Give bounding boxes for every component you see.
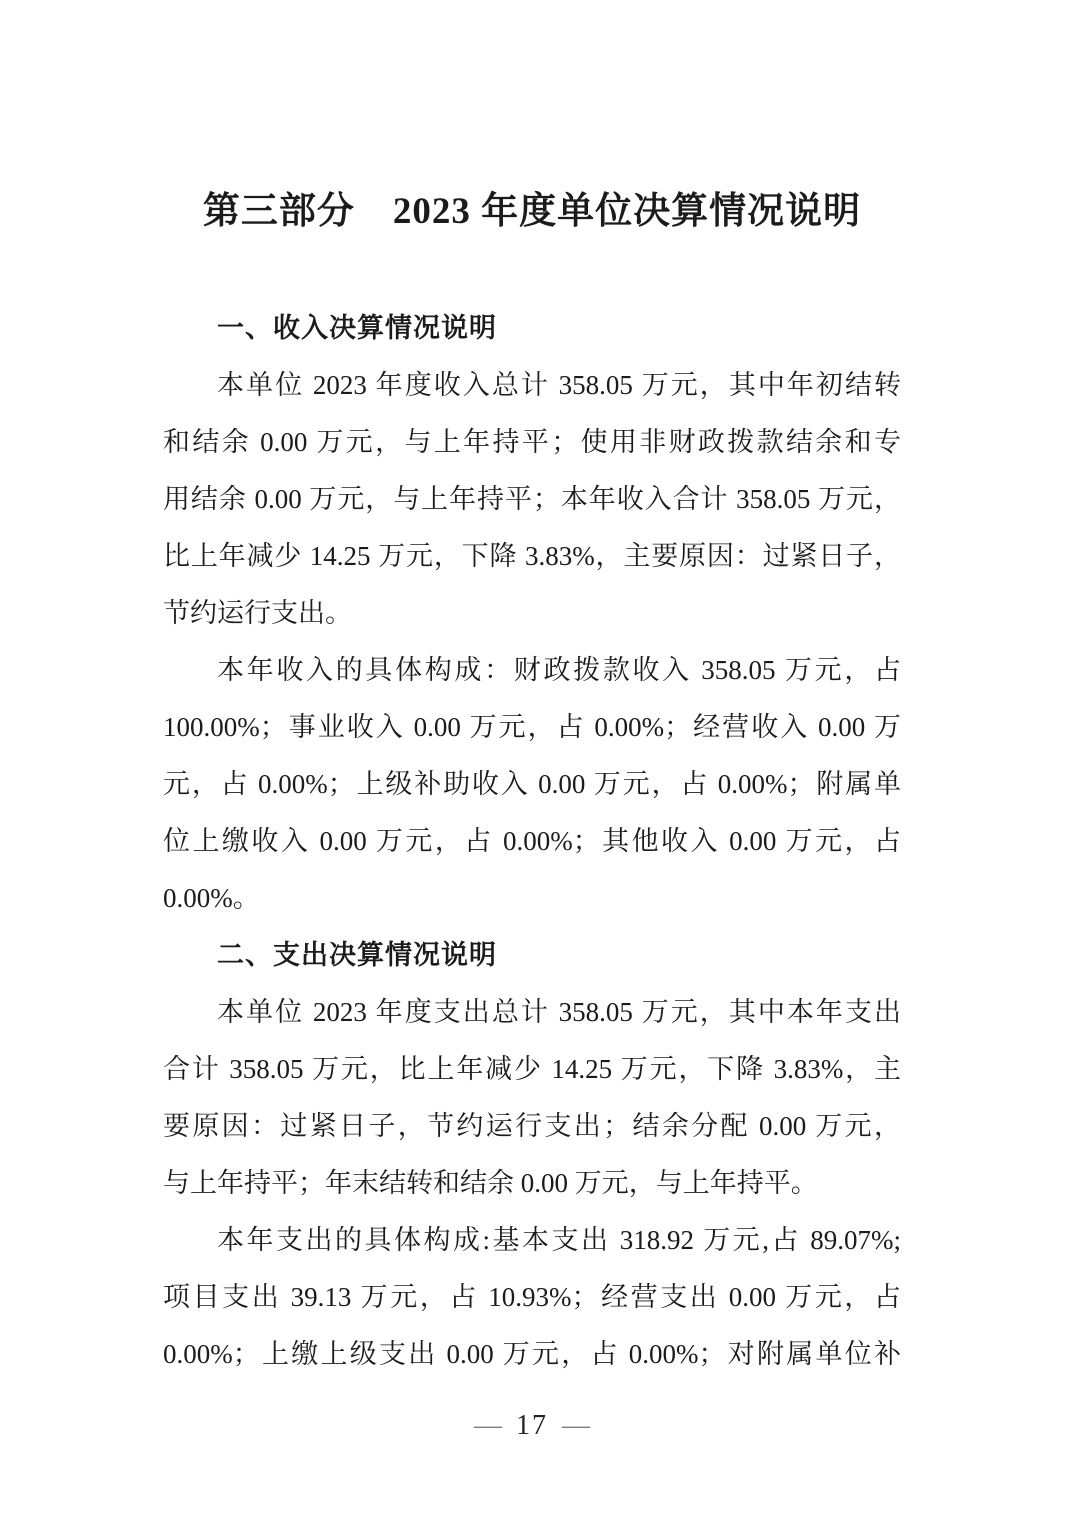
page-number: 17 [516,1410,548,1441]
paragraph [163,984,901,1212]
text-line: 节约运行支出。 [163,598,352,628]
page-content [163,0,901,1454]
text-line: 和结余 0.00 万元，与上年持平；使用非财政拨款结余和专 [163,427,901,457]
text-line: 用结余 0.00 万元，与上年持平；本年收入合计 358.05 万元， [163,484,901,514]
paragraph [163,357,901,642]
document-body [163,300,901,1383]
section-heading: 一、收入决算情况说明 [217,313,497,343]
text-line: 与上年持平；年末结转和结余 0.00 万元，与上年持平。 [163,1168,818,1198]
text-line: 合计 358.05 万元，比上年减少 14.25 万元，下降 3.83%，主 [163,1054,901,1084]
text-line: 比上年减少 14.25 万元，下降 3.83%，主要原因：过紧日子， [163,541,901,571]
paragraph [163,642,901,927]
footer-dash-right: — [562,1410,590,1441]
text-line: 100.00%；事业收入 0.00 万元，占 0.00%；经营收入 0.00 万 [163,712,901,742]
paragraph [163,1212,901,1383]
text-line: 本年支出的具体构成:基本支出 318.92 万元,占 89.07%; [217,1225,901,1255]
text-line: 0.00%。 [163,883,260,913]
text-line: 元，占 0.00%；上级补助收入 0.00 万元，占 0.00%；附属单 [163,769,901,799]
document-title: 第三部分 2023 年度单位决算情况说明 [202,191,862,232]
text-line: 本单位 2023 年度支出总计 358.05 万元，其中本年支出 [217,997,901,1027]
text-line: 本单位 2023 年度收入总计 358.05 万元，其中年初结转 [217,370,901,400]
text-line: 项目支出 39.13 万元，占 10.93%；经营支出 0.00 万元，占 [163,1282,901,1312]
page-footer [163,1397,901,1454]
section-heading: 二、支出决算情况说明 [217,940,497,970]
text-line: 本年收入的具体构成：财政拨款收入 358.05 万元，占 [217,655,901,685]
text-line: 位上缴收入 0.00 万元，占 0.00%；其他收入 0.00 万元，占 [163,826,901,856]
text-line: 要原因：过紧日子，节约运行支出；结余分配 0.00 万元， [163,1111,901,1141]
footer-dash-left: — [474,1410,502,1441]
text-line: 0.00%；上缴上级支出 0.00 万元，占 0.00%；对附属单位补 [163,1339,901,1369]
